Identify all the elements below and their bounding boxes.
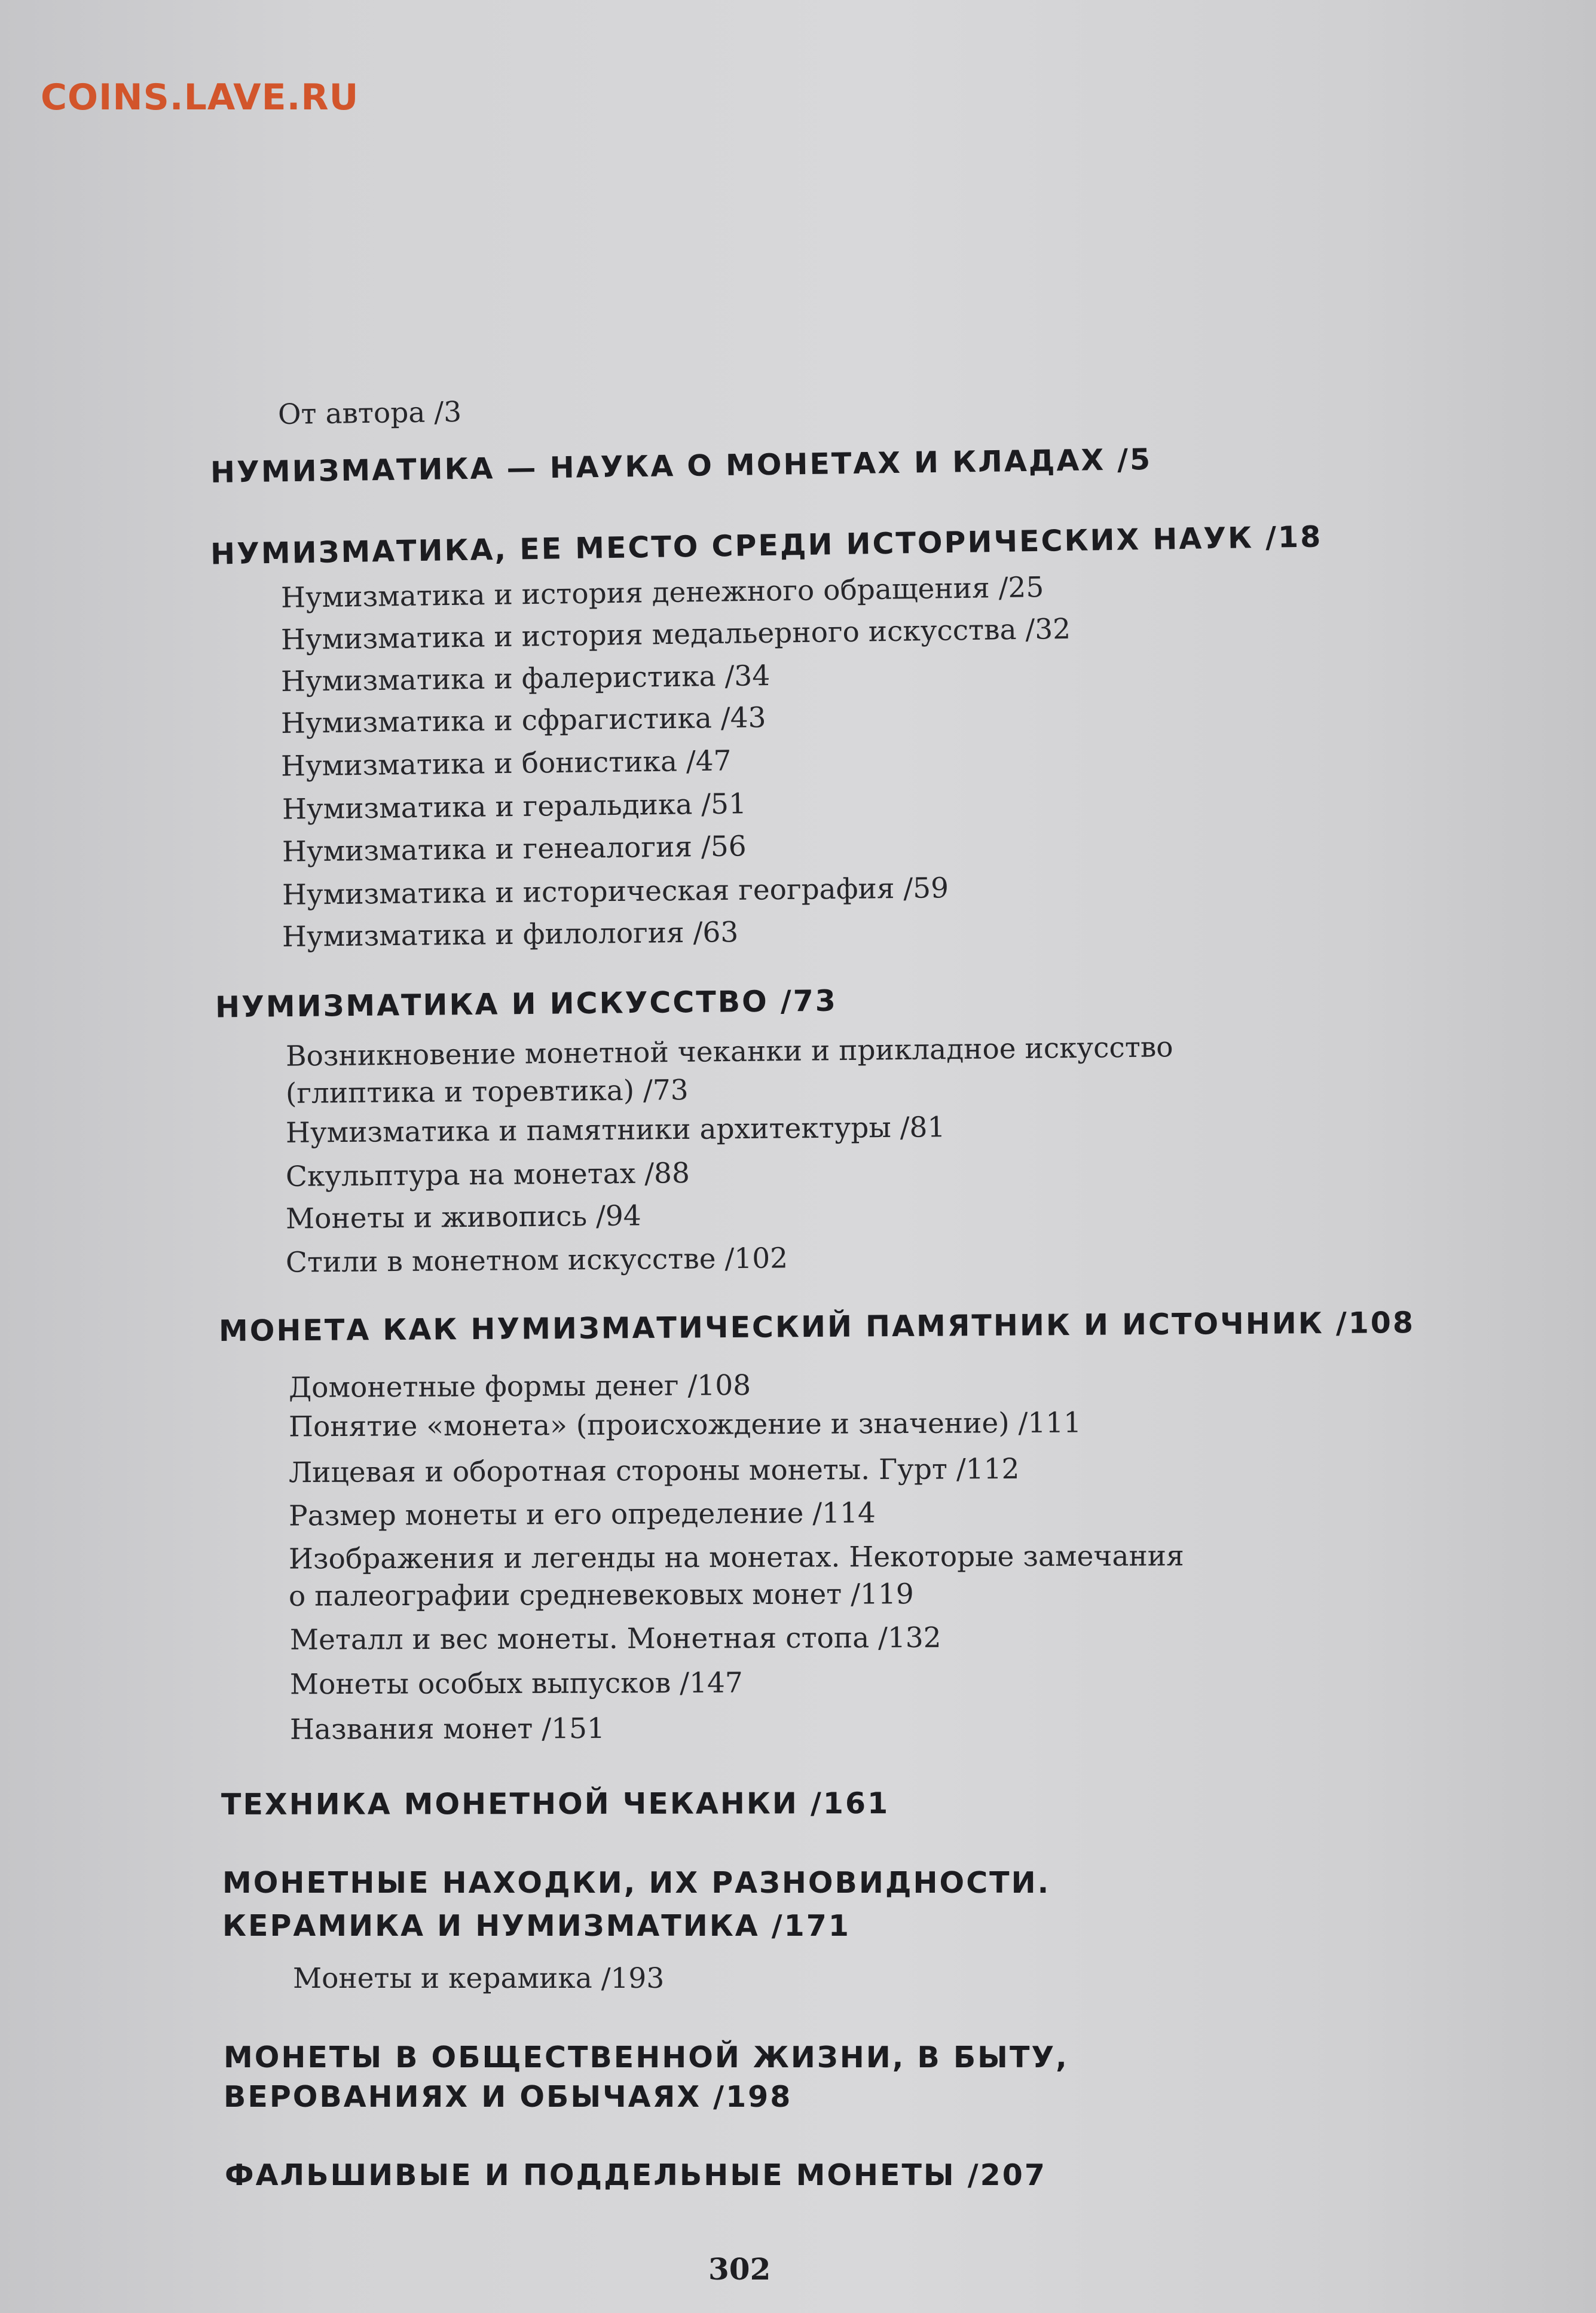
toc-section: Нумизматика и история денежного обращения /25 (280, 571, 1044, 615)
toc-section: Нумизматика и геральдика /51 (282, 787, 747, 826)
toc-section: Монеты и живопись /94 (285, 1199, 641, 1236)
toc-section: Нумизматика и фалеристика /34 (280, 659, 771, 698)
toc-section: Понятие «монета» (происхождение и значение) /111 (288, 1406, 1082, 1444)
toc-chapter-7-line-2: ВЕРОВАНИЯХ И ОБЫЧАЯХ /198 (224, 2080, 793, 2114)
toc-section: Лицевая и оборотная стороны монеты. Гурт /112 (288, 1452, 1020, 1490)
toc-section: Нумизматика и история медальерного искусства /32 (280, 612, 1071, 657)
toc-chapter-6-line-1: МОНЕТНЫЕ НАХОДКИ, ИХ РАЗНОВИДНОСТИ. (222, 1866, 1051, 1900)
toc-section: Монеты и керамика /193 (293, 1962, 665, 1995)
site-watermark: COINS.LAVE.RU (41, 77, 359, 118)
toc-chapter-3: НУМИЗМАТИКА И ИСКУССТВО /73 (215, 983, 838, 1025)
toc-section: Стили в монетном искусстве /102 (285, 1242, 788, 1279)
toc-section: Нумизматика и филология /63 (282, 916, 739, 954)
toc-chapter-8: ФАЛЬШИВЫЕ И ПОДДЕЛЬНЫЕ МОНЕТЫ /207 (225, 2158, 1047, 2192)
toc-section: Нумизматика и генеалогия /56 (282, 830, 747, 869)
toc-section: Домонетные формы денег /108 (288, 1368, 751, 1405)
toc-section: Металл и вес монеты. Монетная стопа /132 (289, 1621, 941, 1657)
toc-section: Нумизматика и бонистика /47 (280, 744, 732, 783)
page-number: 302 (708, 2251, 771, 2287)
toc-section: Возникновение монетной чеканки и прикладное искусство (285, 1031, 1173, 1073)
toc-chapter-4: МОНЕТА КАК НУМИЗМАТИЧЕСКИЙ ПАМЯТНИК И ИСТОЧНИК /108 (218, 1306, 1415, 1348)
toc-entry-from-author: От автора /3 (277, 395, 462, 432)
toc-section: (глиптика и торевтика) /73 (285, 1074, 689, 1110)
toc-section: Нумизматика и памятники архитектуры /81 (285, 1111, 946, 1150)
toc-section: Размер монеты и его определение /114 (288, 1496, 876, 1533)
toc-chapter-6-line-2: КЕРАМИКА И НУМИЗМАТИКА /171 (222, 1909, 851, 1943)
toc-section: Нумизматика и историческая география /59 (282, 872, 949, 912)
toc-chapter-1: НУМИЗМАТИКА — НАУКА О МОНЕТАХ И КЛАДАХ /5 (210, 442, 1152, 490)
toc-section: Названия монет /151 (289, 1712, 605, 1746)
toc-chapter-2: НУМИЗМАТИКА, ЕЕ МЕСТО СРЕДИ ИСТОРИЧЕСКИХ НАУК /18 (210, 520, 1323, 572)
toc-chapter-5: ТЕХНИКА МОНЕТНОЙ ЧЕКАНКИ /161 (221, 1786, 890, 1822)
toc-chapter-7-line-1: МОНЕТЫ В ОБЩЕСТВЕННОЙ ЖИЗНИ, В БЫТУ, (224, 2040, 1069, 2074)
toc-section: Нумизматика и сфрагистика /43 (280, 701, 766, 740)
toc-section: Изображения и легенды на монетах. Некоторые замечания (288, 1539, 1184, 1576)
toc-section: Скульптура на монетах /88 (285, 1157, 690, 1193)
toc-section: о палеографии средневековых монет /119 (288, 1578, 914, 1613)
toc-section: Монеты особых выпусков /147 (289, 1666, 743, 1701)
